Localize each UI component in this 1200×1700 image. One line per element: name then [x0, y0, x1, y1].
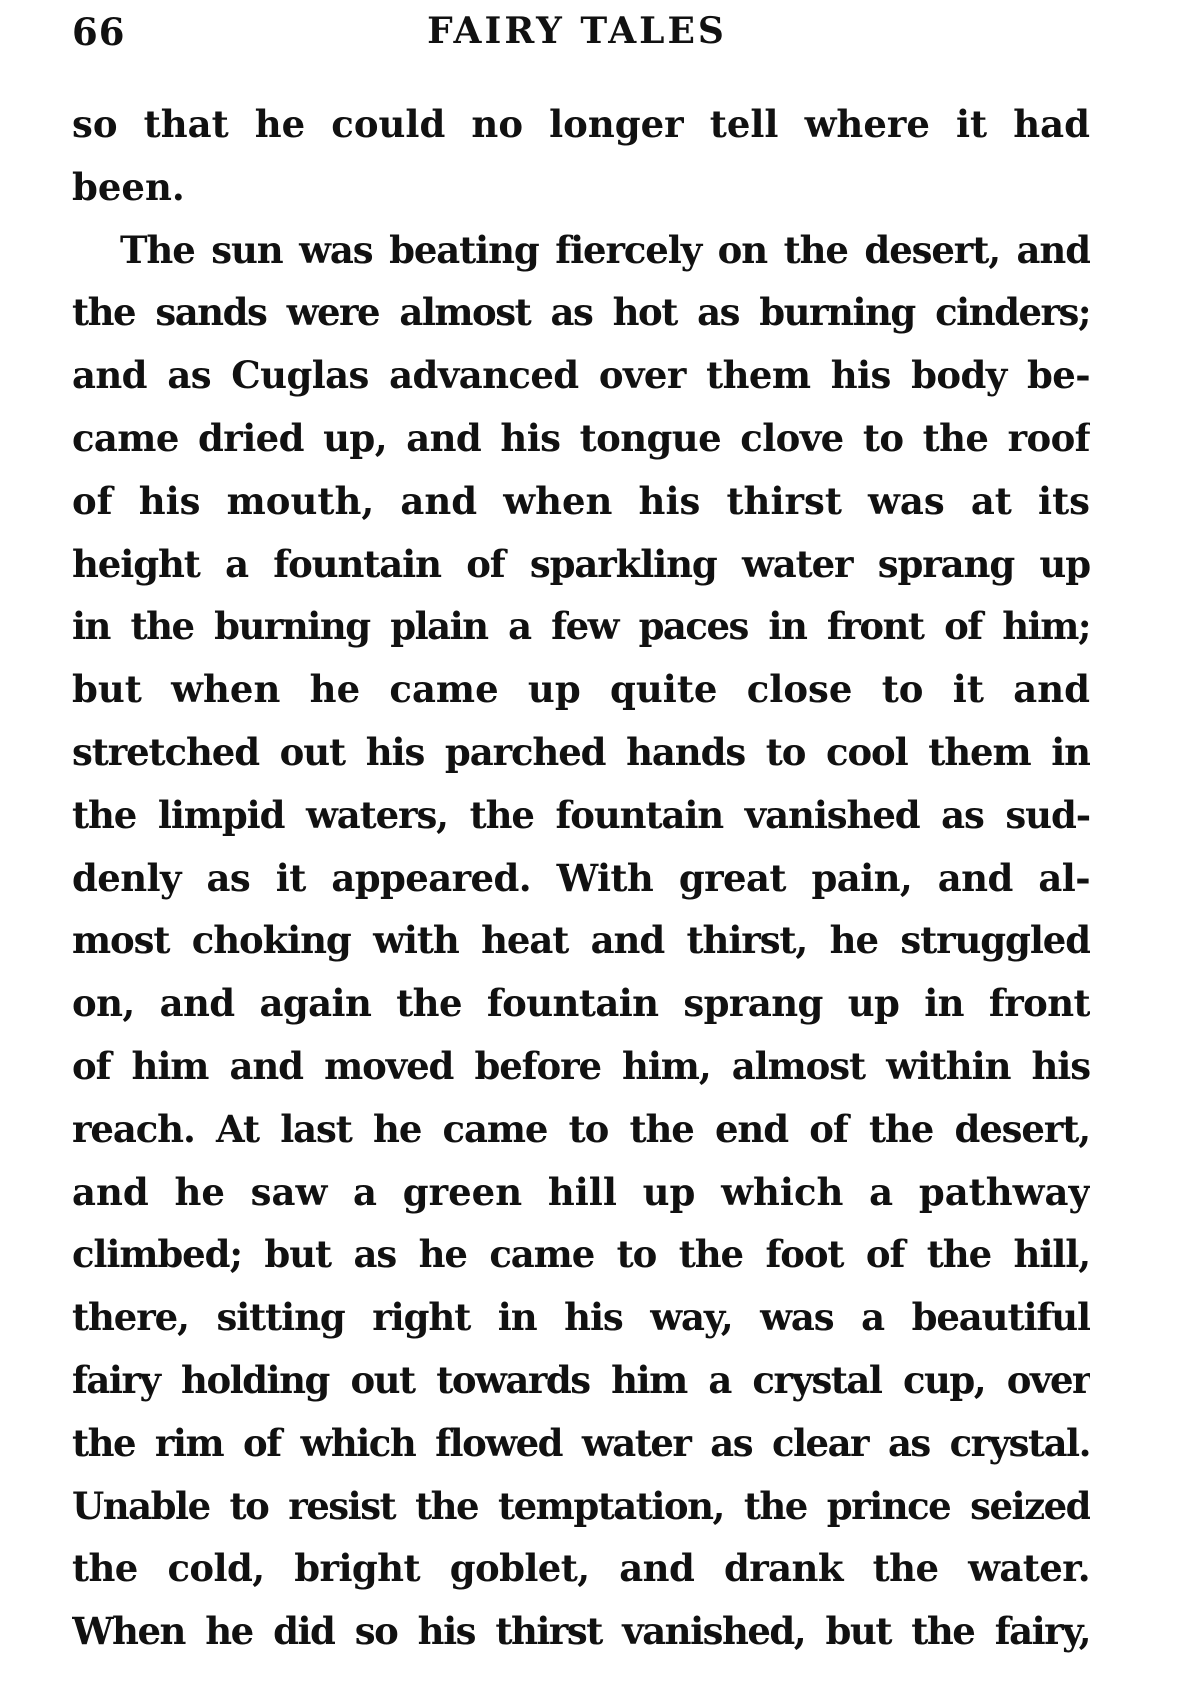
text-line: height a fountain of sparkling water sprang up — [72, 541, 1090, 586]
text-line: on, and again the fountain sprang up in front — [72, 981, 1090, 1026]
text-line: and as Cuglas advanced over them his body be- — [72, 353, 1090, 398]
text-line: but when he came up quite close to it and — [72, 667, 1090, 712]
text-line: the limpid waters, the fountain vanished as sud- — [72, 792, 1090, 837]
text-line: of his mouth, and when his thirst was at its — [72, 478, 1090, 523]
text-line: of him and moved before him, almost within his — [72, 1043, 1090, 1088]
text-line: When he did so his thirst vanished, but the fairy, — [72, 1609, 1090, 1654]
running-title: FAIRY TALES — [427, 10, 727, 52]
text-line: stretched out his parched hands to cool them in — [72, 729, 1090, 774]
text-line: denly as it appeared. With great pain, and al- — [72, 855, 1090, 900]
text-line: reach. At last he came to the end of the desert, — [72, 1106, 1090, 1151]
text-line: fairy holding out towards him a crystal cup, over — [72, 1357, 1090, 1402]
running-head — [72, 10, 1082, 70]
text-line: so that he could no longer tell where it had — [72, 102, 1090, 146]
text-line: the cold, bright goblet, and drank the water. — [72, 1546, 1090, 1591]
body-text — [72, 93, 1090, 1663]
text-line: Unable to resist the temptation, the prince seized — [72, 1483, 1090, 1528]
text-line: there, sitting right in his way, was a beautiful — [72, 1295, 1090, 1340]
page-number: 66 — [72, 10, 126, 54]
text-line: came dried up, and his tongue clove to the roof — [72, 415, 1090, 460]
text-line: and he saw a green hill up which a pathway — [72, 1169, 1090, 1214]
text-line: in the burning plain a few paces in front of him; — [72, 604, 1090, 649]
text-line: been. — [72, 164, 185, 209]
text-line: the sands were almost as hot as burning cinders; — [72, 290, 1090, 335]
text-line: The sun was beating fiercely on the desert, and — [120, 227, 1090, 272]
text-line: the rim of which flowed water as clear as crystal. — [72, 1420, 1090, 1465]
text-line: most choking with heat and thirst, he struggled — [72, 918, 1090, 963]
text-line: climbed; but as he came to the foot of the hill, — [72, 1232, 1090, 1277]
